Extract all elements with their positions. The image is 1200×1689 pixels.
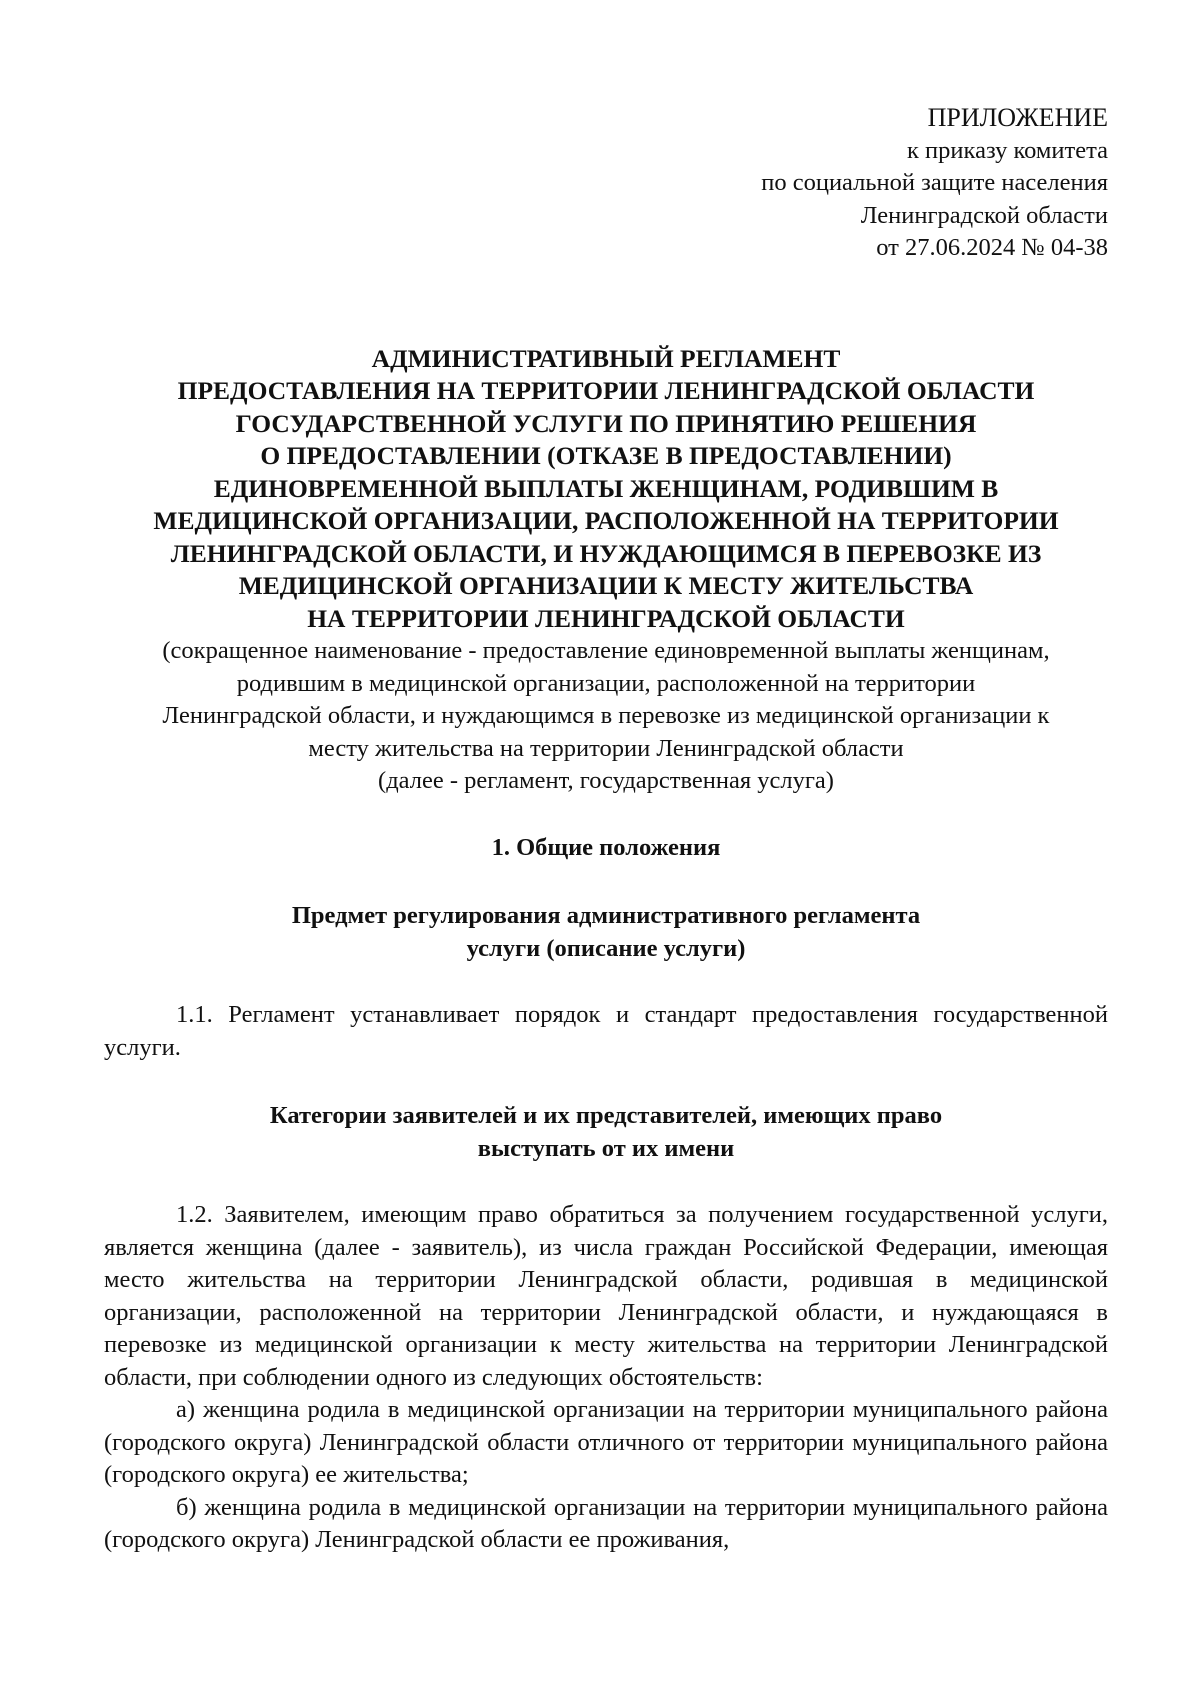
short-name-block bbox=[104, 635, 1108, 798]
title-line: ГОСУДАРСТВЕННОЙ УСЛУГИ ПО ПРИНЯТИЮ РЕШЕНИЯ bbox=[235, 408, 977, 438]
subtitle-line: (далее - регламент, государственная услуга) bbox=[378, 767, 834, 794]
paragraph-1-2: 1.2. Заявителем, имеющим право обратиться за получением государственной услуги, является женщина (далее - заявитель), из числа граждан Российской Федерации, имеющая место жительства на территории Ленинградской области, родившая в медицинской организации, расположенной на территории Ленинградской области, и нуждающаяся в перевозке из медицинской организации к месту жительства на территории Ленинградской области, при соблюдении одного из следующих обстоятельств: bbox=[104, 1201, 1108, 1391]
title-line: О ПРЕДОСТАВЛЕНИИ (ОТКАЗЕ В ПРЕДОСТАВЛЕНИИ) bbox=[260, 441, 952, 470]
subtitle-line: (сокращенное наименование - предоставление единовременной выплаты женщинам, bbox=[162, 637, 1050, 664]
subheading-subject bbox=[104, 900, 1108, 965]
appendix-line: к приказу комитета bbox=[907, 136, 1108, 164]
appendix-title: ПРИЛОЖЕНИЕ bbox=[927, 103, 1108, 132]
subtitle-line: Ленинградской области, и нуждающимся в перевозке из медицинской организации к bbox=[162, 702, 1050, 729]
title-line: МЕДИЦИНСКОЙ ОРГАНИЗАЦИИ К МЕСТУ ЖИТЕЛЬСТВА bbox=[238, 571, 974, 600]
appendix-block bbox=[104, 102, 1108, 265]
subheading-applicants bbox=[104, 1100, 1108, 1165]
title-line: МЕДИЦИНСКОЙ ОРГАНИЗАЦИИ, РАСПОЛОЖЕННОЙ НА ТЕРРИТОРИИ bbox=[153, 506, 1059, 535]
title-line: АДМИНИСТРАТИВНЫЙ РЕГЛАМЕНТ bbox=[371, 343, 841, 373]
document-title bbox=[104, 343, 1108, 636]
paragraph-1-2-b: б) женщина родила в медицинской организации на территории муниципального района (городского округа) Ленинградской области ее проживания, bbox=[104, 1493, 1108, 1553]
title-line: ЕДИНОВРЕМЕННОЙ ВЫПЛАТЫ ЖЕНЩИНАМ, РОДИВШИМ В bbox=[213, 473, 999, 503]
subheading-line: Категории заявителей и их представителей, имеющих право bbox=[269, 1102, 943, 1129]
section-heading-general: 1. Общие положения bbox=[491, 833, 721, 861]
paragraph-1-2-a: а) женщина родила в медицинской организации на территории муниципального района (городского округа) Ленинградской области отличного от территории муниципального района (городского округа) ее жительства; bbox=[104, 1396, 1108, 1488]
title-line: ЛЕНИНГРАДСКОЙ ОБЛАСТИ, И НУЖДАЮЩИМСЯ В ПЕРЕВОЗКЕ ИЗ bbox=[170, 538, 1042, 568]
subtitle-line: родившим в медицинской организации, расположенной на территории bbox=[236, 669, 976, 697]
paragraph-1-1: 1.1. Регламент устанавливает порядок и стандарт предоставления государственной услуги. bbox=[104, 1001, 1108, 1061]
appendix-date-number: от 27.06.2024 № 04-38 bbox=[876, 234, 1108, 261]
title-line: НА ТЕРРИТОРИИ ЛЕНИНГРАДСКОЙ ОБЛАСТИ bbox=[307, 603, 905, 633]
subheading-line: услуги (описание услуги) bbox=[466, 934, 746, 962]
appendix-line: Ленинградской области bbox=[860, 201, 1108, 229]
title-line: ПРЕДОСТАВЛЕНИЯ НА ТЕРРИТОРИИ ЛЕНИНГРАДСКОЙ ОБЛАСТИ bbox=[177, 376, 1035, 405]
subheading-line: Предмет регулирования административного регламента bbox=[291, 902, 921, 929]
appendix-line: по социальной защите населения bbox=[761, 169, 1108, 196]
subheading-line: выступать от их имени bbox=[477, 1134, 735, 1162]
subtitle-line: месту жительства на территории Ленинградской области bbox=[308, 734, 904, 762]
